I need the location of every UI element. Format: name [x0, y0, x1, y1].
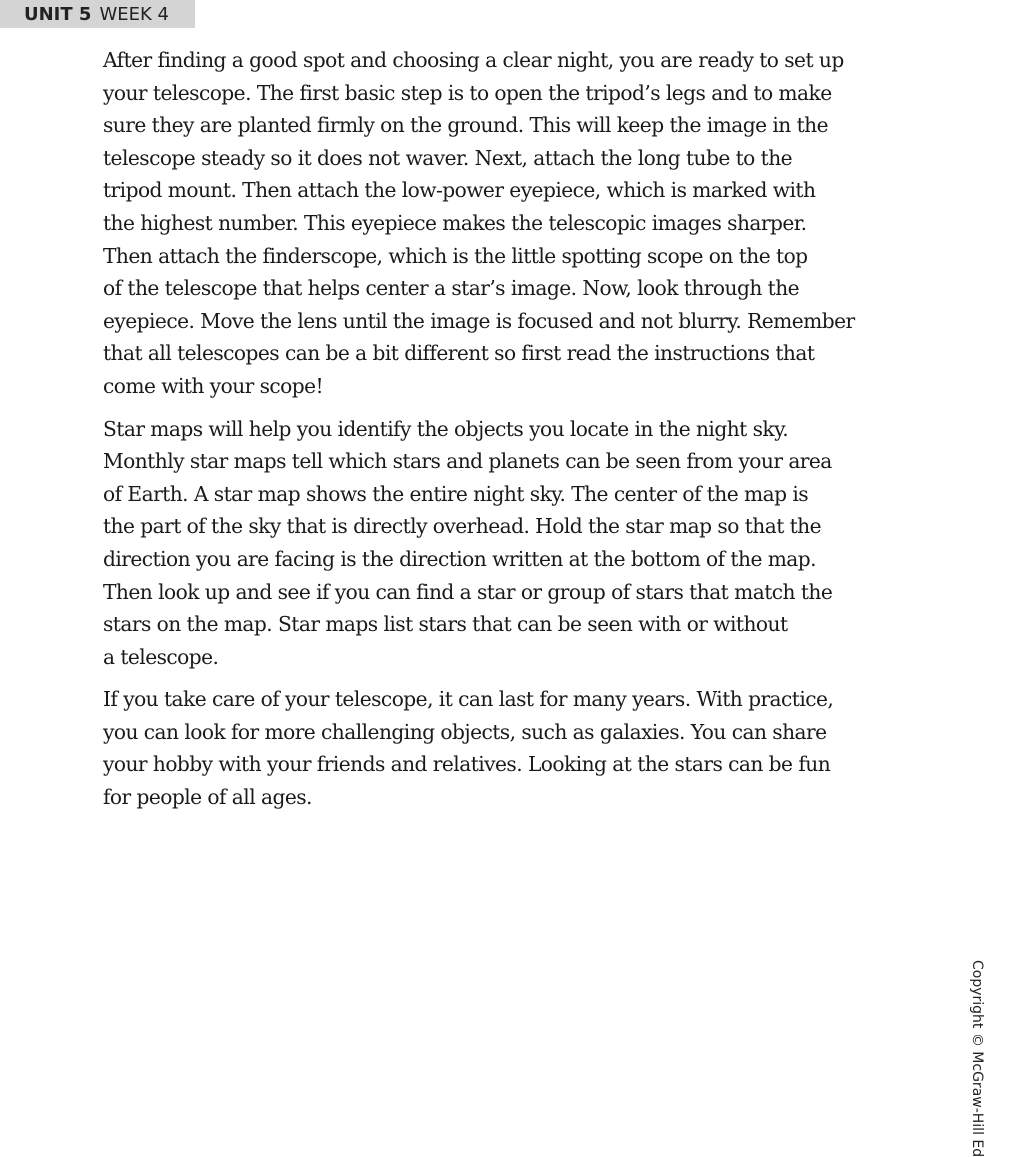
text-line: direction you are facing is the direction written at the bottom of the map.: [103, 546, 817, 571]
copyright-notice: Copyright © McGraw-Hill Ed: [969, 960, 985, 1157]
unit-week-tab: [0, 0, 195, 28]
text-line: If you take care of your telescope, it can last for many years. With practice,: [103, 687, 834, 712]
text-line: you can look for more challenging objects, such as galaxies. You can share: [103, 719, 827, 744]
paragraph-telescope-setup: [103, 44, 903, 403]
paragraph-star-maps: [103, 413, 903, 674]
text-line: eyepiece. Move the lens until the image is focused and not blurry. Remember: [103, 308, 855, 333]
text-line: sure they are planted firmly on the ground. This will keep the image in the: [103, 113, 828, 138]
text-line: your telescope. The first basic step is to open the tripod’s legs and to make: [103, 80, 832, 105]
text-line: telescope steady so it does not waver. Next, attach the long tube to the: [103, 145, 793, 170]
text-line: Monthly star maps tell which stars and planets can be seen from your area: [103, 449, 832, 474]
week-label: WEEK 4: [99, 3, 169, 25]
text-line: Star maps will help you identify the objects you locate in the night sky.: [103, 416, 789, 441]
unit-label: UNIT 5: [24, 3, 92, 25]
text-line: Then attach the finderscope, which is the little spotting scope on the top: [103, 243, 808, 268]
text-line: come with your scope!: [103, 373, 324, 398]
paragraph-telescope-care: [103, 683, 903, 813]
text-line: of Earth. A star map shows the entire night sky. The center of the map is: [103, 481, 809, 506]
text-line: your hobby with your friends and relatives. Looking at the stars can be fun: [103, 752, 831, 777]
text-line: that all telescopes can be a bit different so first read the instructions that: [103, 341, 815, 366]
text-line: Then look up and see if you can find a star or group of stars that match the: [103, 579, 833, 604]
text-line: a telescope.: [103, 644, 219, 669]
text-line: stars on the map. Star maps list stars that can be seen with or without: [103, 612, 788, 637]
text-line: the part of the sky that is directly overhead. Hold the star map so that the: [103, 514, 822, 539]
text-line: of the telescope that helps center a star’s image. Now, look through the: [103, 276, 800, 301]
text-line: After finding a good spot and choosing a clear night, you are ready to set up: [103, 48, 844, 72]
text-line: the highest number. This eyepiece makes the telescopic images sharper.: [103, 210, 807, 235]
text-line: tripod mount. Then attach the low-power eyepiece, which is marked with: [103, 178, 816, 203]
text-line: for people of all ages.: [103, 785, 312, 810]
article-body: [103, 44, 903, 814]
